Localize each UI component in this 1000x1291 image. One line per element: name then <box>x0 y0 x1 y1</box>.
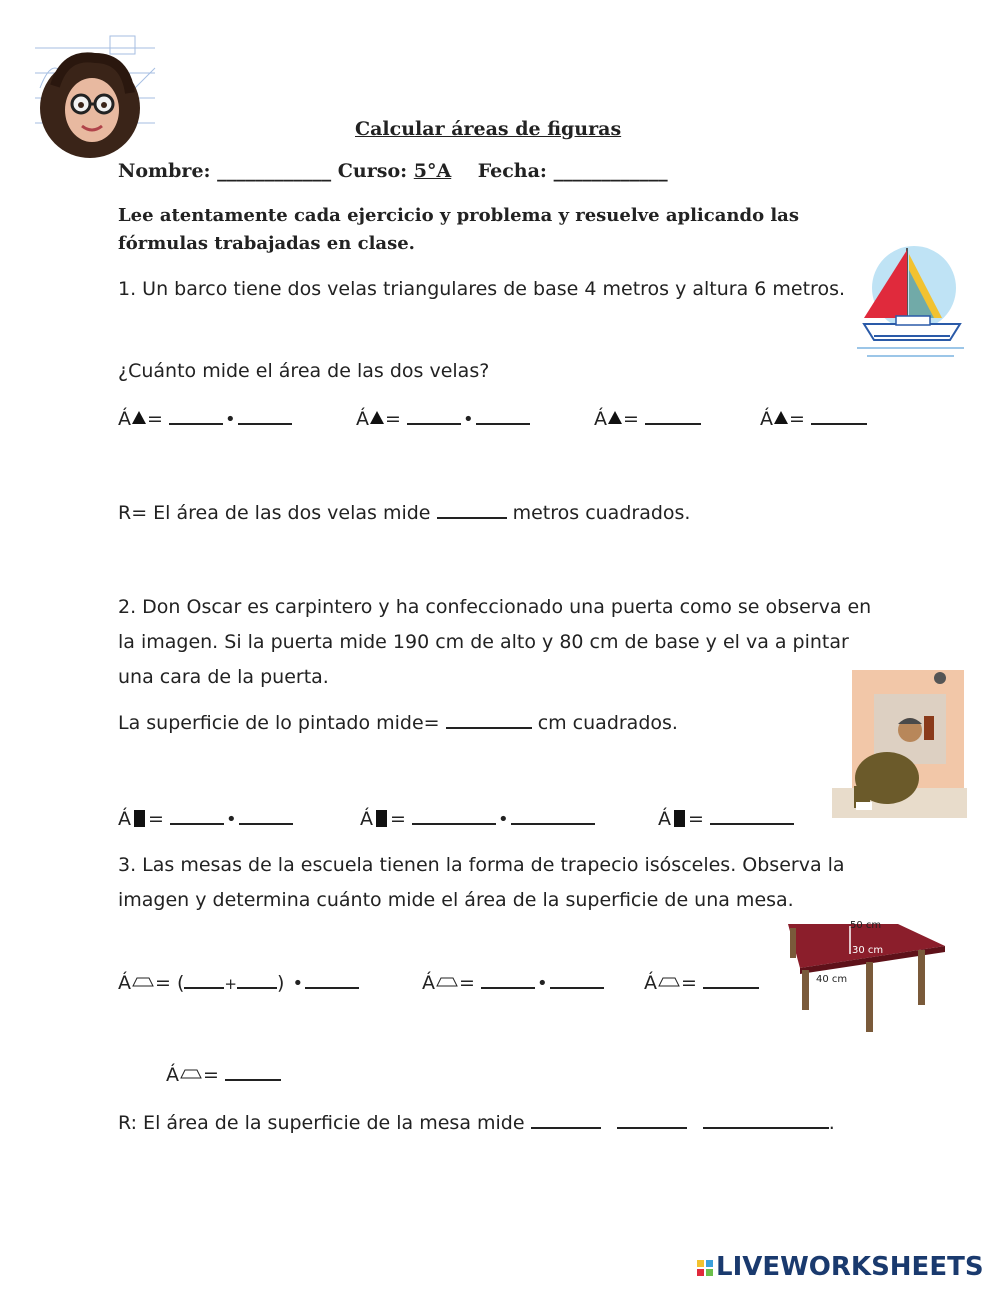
answer-blank[interactable] <box>550 969 604 989</box>
brand-logo-text: LIVEWORKSHEETS <box>716 1252 984 1282</box>
table-label-top: 50 cm <box>850 920 882 931</box>
fecha-label: Fecha: <box>477 160 547 182</box>
rectangle-icon <box>674 810 685 827</box>
fecha-field[interactable]: ____________ <box>553 160 668 182</box>
answer-blank[interactable] <box>710 805 794 825</box>
p3-formula-3: Á = <box>644 966 759 1001</box>
problem2-text: 2. Don Oscar es carpintero y ha confeccionado una puerta como se observa en la imagen. Si la puerta mide 190 cm de alto y 80 cm de base y el va a pintar una cara de la puerta. <box>118 596 872 688</box>
p3-answer: R: El área de la superficie de la mesa mide . <box>118 1106 835 1141</box>
answer-blank[interactable] <box>412 805 496 825</box>
problem3-text: 3. Las mesas de la escuela tienen la forma de trapecio isósceles. Observa la imagen y determina cuánto mide el área de la superficie de una mesa. <box>118 854 845 911</box>
p1-answer: R= El área de las dos velas mide metros cuadrados. <box>118 496 690 531</box>
header-line <box>118 160 668 182</box>
instructions: Lee atentamente cada ejercicio y problema y resuelve aplicando las fórmulas trabajadas en clase. <box>118 205 799 254</box>
table-label-bottom: 40 cm <box>816 974 848 985</box>
curso-label: Curso: <box>337 160 408 182</box>
answer-blank[interactable] <box>184 969 224 989</box>
table-label-height: 30 cm <box>852 945 884 956</box>
answer-blank[interactable] <box>645 405 701 425</box>
p3-formula-2: Á = • <box>422 966 604 1001</box>
table-image <box>780 912 950 1037</box>
triangle-icon <box>370 411 384 424</box>
trapezoid-icon <box>132 977 154 987</box>
p3-formula-1: Á = ( + ) • <box>118 966 359 1002</box>
curso-value: 5°A <box>413 160 452 182</box>
answer-blank[interactable] <box>811 405 867 425</box>
answer-blank[interactable] <box>511 805 595 825</box>
answer-blank[interactable] <box>617 1109 687 1129</box>
answer-blank[interactable] <box>238 405 292 425</box>
answer-blank[interactable] <box>703 969 759 989</box>
answer-blank[interactable] <box>170 805 224 825</box>
trapezoid-icon <box>180 1069 202 1079</box>
nombre-label: Nombre: <box>118 160 211 182</box>
p2-formula-2: Á = • <box>360 802 595 837</box>
nombre-field[interactable]: ____________ <box>217 160 332 182</box>
answer-blank[interactable] <box>169 405 223 425</box>
p1-formula-1: Á = • <box>118 402 292 437</box>
p2-formula-1: Á = • <box>118 802 293 837</box>
answer-blank[interactable] <box>446 709 532 729</box>
page-title: Calcular áreas de figuras <box>355 118 622 140</box>
answer-blank[interactable] <box>481 969 535 989</box>
rectangle-icon <box>376 810 387 827</box>
answer-blank[interactable] <box>531 1109 601 1129</box>
brand-logo-icon <box>696 1259 716 1277</box>
triangle-icon <box>132 411 146 424</box>
trapezoid-icon <box>658 977 680 987</box>
p2-formula-3: Á = <box>658 802 794 837</box>
p1-formula-4: Á = <box>760 402 867 437</box>
problem1-text: 1. Un barco tiene dos velas triangulares de base 4 metros y altura 6 metros. <box>118 278 846 300</box>
triangle-icon <box>608 411 622 424</box>
p2-surface: La superficie de lo pintado mide= cm cuadrados. <box>118 706 678 741</box>
rectangle-icon <box>134 810 145 827</box>
p1-formula-3: Á = <box>594 402 701 437</box>
avatar <box>25 28 160 158</box>
answer-blank[interactable] <box>225 1061 281 1081</box>
problem1-question: ¿Cuánto mide el área de las dos velas? <box>118 360 490 382</box>
answer-blank[interactable] <box>437 499 507 519</box>
trapezoid-icon <box>436 977 458 987</box>
answer-blank[interactable] <box>476 405 530 425</box>
answer-blank[interactable] <box>237 969 277 989</box>
answer-blank[interactable] <box>239 805 293 825</box>
p1-formula-2: Á = • <box>356 402 530 437</box>
sailboat-image <box>852 240 967 370</box>
carpenter-image <box>832 668 967 818</box>
answer-blank[interactable] <box>703 1109 829 1129</box>
triangle-icon <box>774 411 788 424</box>
answer-blank[interactable] <box>305 969 359 989</box>
p3-formula-4: Á = <box>166 1058 281 1093</box>
answer-blank[interactable] <box>407 405 461 425</box>
brand-logo <box>696 1252 984 1282</box>
